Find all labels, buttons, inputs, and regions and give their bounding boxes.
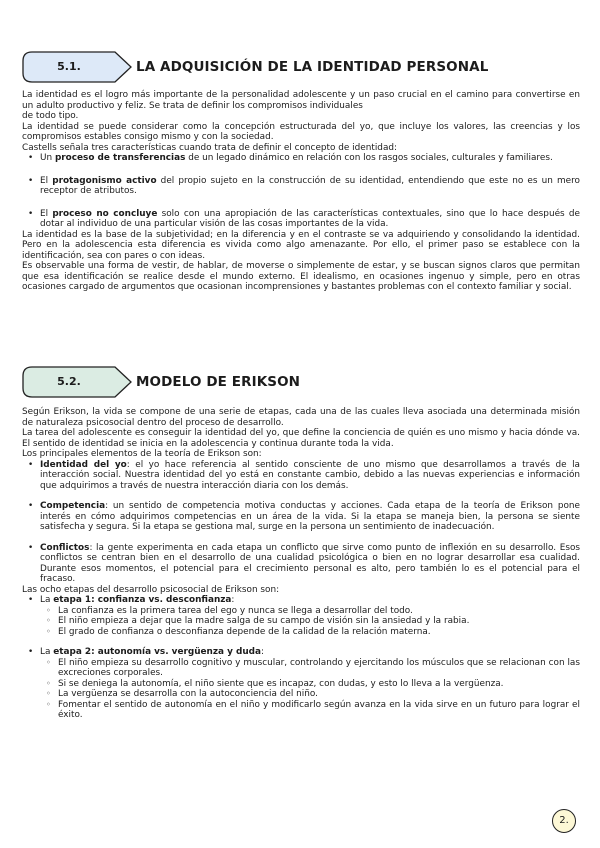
- section-number: 5.2.: [57, 375, 81, 388]
- sub-list-item: ◦ El niño empieza su desarrollo cognitivo y muscular, controlando y ejercitando los músculos que se relacionan con las excreciones corporales.: [58, 658, 580, 679]
- page-number: 2.: [552, 809, 576, 833]
- list-item: • Competencia: un sentido de competencia motiva conductas y acciones. Cada etapa de la teoría de Erikson pone interés en cómo adquirimos competencias en un área de la vida. Si la etapa se maneja bien, la persona se siente satisfecha y segura. Si la etapa se gestiona mal, surge en la persona un sentimiento de inadecuación.: [40, 501, 580, 533]
- sub-list-item: ◦ La vergüenza se desarrolla con la autoconciencia del niño.: [58, 689, 580, 700]
- list-item: • La etapa 2: autonomía vs. vergüenza y duda: ◦ El niño empieza su desarrollo cognitivo y muscular, controlando y ejercitando los músculos que se relacionan con las excreciones corporales. ◦ Si se deniega la autonomía, el niño siente que es incapaz, con dudas, y esto lo lleva a la vergüenza. ◦ La vergüenza se desarrolla con la autoconciencia del niño. ◦ Fomentar el sentido de autonomía en el niño y modificarlo según avanza en la vida sirve en un futuro para lograr el éxito.: [40, 647, 580, 721]
- sub-list-item: ◦ La confianza es la primera tarea del ego y nunca se llega a desarrollar del todo.: [58, 606, 580, 617]
- section-body-5-1: [22, 90, 580, 293]
- list-item: • El proceso no concluye solo con una apropiación de las características contextuales, sino que lo hace después de dotar al individuo de una particular visión de las cosas importantes de la vida.: [40, 209, 580, 230]
- list-item: • Un proceso de transferencias de un legado dinámico en relación con los rasgos sociales, culturales y familiares.: [40, 153, 580, 164]
- section-header-5-1: [22, 51, 582, 83]
- paragraph: Castells señala tres características cuando trata de definir el concepto de identidad:: [22, 142, 398, 153]
- section-title: LA ADQUISICIÓN DE LA IDENTIDAD PERSONAL: [136, 59, 489, 75]
- list-item: • La etapa 1: confianza vs. desconfianza: ◦ La confianza es la primera tarea del ego y nunca se llega a desarrollar del todo. ◦ El niño empieza a dejar que la madre salga de su campo de visión sin la ansiedad y la rabia. ◦ El grado de confianza o desconfianza depende de la calidad de la relación materna.: [40, 595, 580, 637]
- paragraph: La identidad se puede considerar como la concepción estructurada del yo, que incluye los valores, las creencias y los compromisos estables consigo mismo y con la sociedad.: [22, 121, 580, 142]
- paragraph: La tarea del adolescente es conseguir la identidad del yo, que define la conciencia de quién es uno mismo y hacia dónde va. El sentido de identidad se inicia en la adolescencia y continua durante toda la vida.: [22, 428, 580, 449]
- paragraph: La identidad es el logro más importante de la personalidad adolescente y un paso crucial en el camino para convertirse en un adulto productivo y feliz. Se trata de definir los compromisos individuales: [22, 90, 580, 111]
- characteristics-list: [22, 153, 580, 230]
- paragraph: Es observable una forma de vestir, de hablar, de moverse o simplemente de estar, y se buscan signos claros que permitan que esa identificación se realice desde el mundo externo. El idealismo, en ocasiones ingenuo y simple, pero en otras ocasiones cargado de argumentos que ocasionan incomprensiones y bastantes problemas con el contexto familiar y social.: [22, 261, 580, 292]
- section-title: MODELO DE ERIKSON: [136, 374, 301, 390]
- erikson-elements-list: [22, 460, 580, 585]
- paragraph: La identidad es la base de la subjetividad; en la diferencia y en el contraste se va adquiriendo y consolidando la identidad. Pero en la adolescencia esta diferencia es vivida como algo amenazante. Por ello, el primer paso se establece con la identificación, sea con pares o con ideas.: [22, 229, 580, 261]
- paragraph-continuation: de todo tipo.: [22, 111, 79, 121]
- list-item: • Conflictos: la gente experimenta en cada etapa un conflicto que sirve como punto de inflexión en su desarrollo. Esos conflictos se centran bien en el desarrollo de una cualidad psicológica o bien en no lograr desarrollar esa cualidad. Durante esos momentos, el potencial para el crecimiento personal es alto, pero también lo es el potencial para el fracaso.: [40, 543, 580, 585]
- sub-list: [40, 606, 580, 638]
- sub-list-item: ◦ El grado de confianza o desconfianza depende de la calidad de la relación materna.: [58, 627, 580, 638]
- paragraph: Según Erikson, la vida se compone de una serie de etapas, cada una de las cuales lleva asociada una determinada misión de naturaleza psicosocial dentro del proceso de desarrollo.: [22, 407, 580, 428]
- section-number: 5.1.: [57, 60, 81, 73]
- sub-list-item: ◦ Si se deniega la autonomía, el niño siente que es incapaz, con dudas, y esto lo lleva a la vergüenza.: [58, 679, 580, 690]
- section-body-5-2: [22, 407, 580, 721]
- sub-list-item: ◦ Fomentar el sentido de autonomía en el niño y modificarlo según avanza en la vida sirve en un futuro para lograr el éxito.: [58, 700, 580, 721]
- section-header-5-2: [22, 366, 582, 398]
- list-item: • El protagonismo activo del propio sujeto en la construcción de su identidad, entendiendo que este no es un mero receptor de atributos.: [40, 176, 580, 197]
- section-badge: [22, 51, 142, 83]
- sub-list: [40, 658, 580, 721]
- section-badge: [22, 366, 142, 398]
- sub-list-item: ◦ El niño empieza a dejar que la madre salga de su campo de visión sin la ansiedad y la rabia.: [58, 616, 580, 627]
- list-item: • Identidad del yo: el yo hace referencia al sentido consciente de uno mismo que desarrollamos a través de la interacción social. Nuestra identidad del yo está en constante cambio, debido a las nuevas experiencias e información que adquirimos a través de nuestra interacción diaria con los demás.: [40, 460, 580, 492]
- stages-list: [22, 595, 580, 721]
- paragraph: Las ocho etapas del desarrollo psicosocial de Erikson son:: [22, 584, 280, 595]
- paragraph: Los principales elementos de la teoría de Erikson son:: [22, 449, 262, 459]
